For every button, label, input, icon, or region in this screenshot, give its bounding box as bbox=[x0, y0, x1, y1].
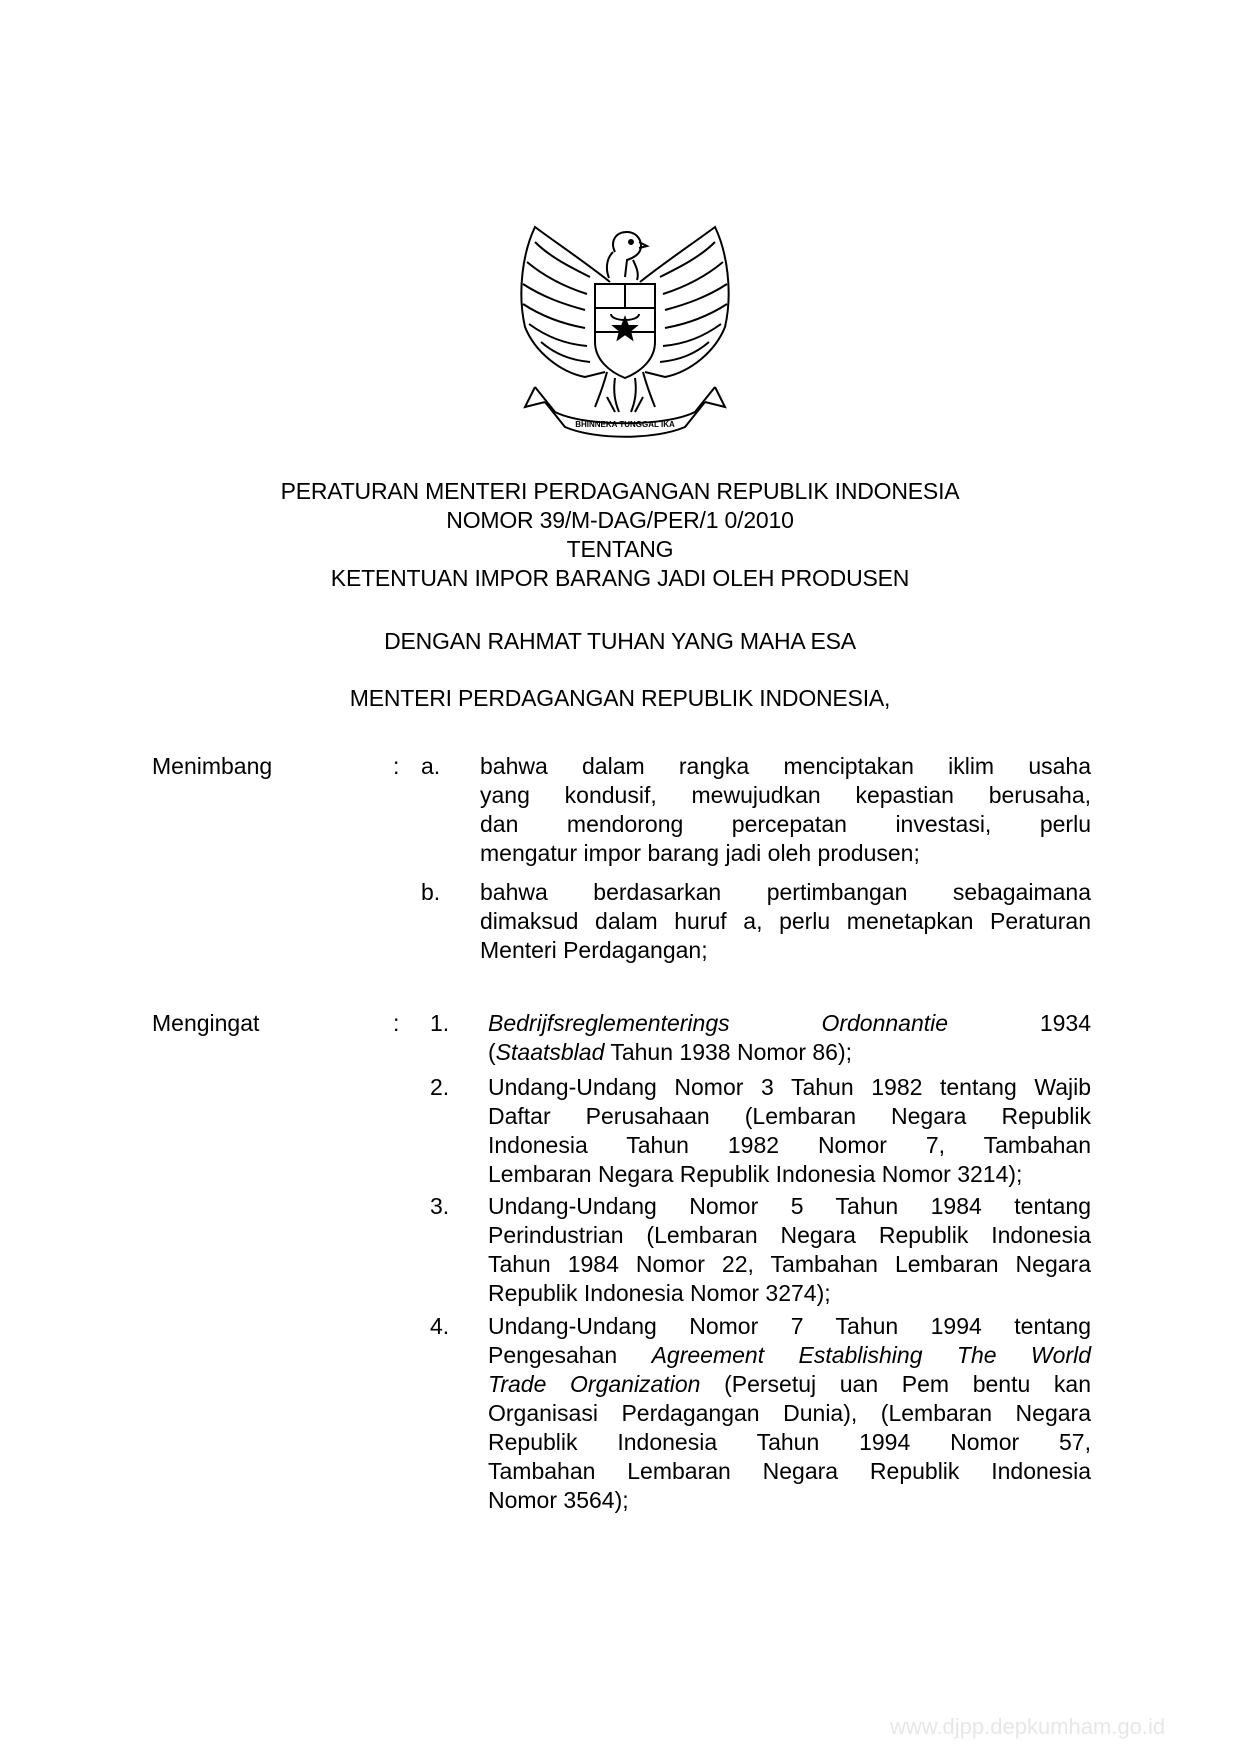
menimbang-a-line: yang kondusif, mewujudkan kepastian berusaha, bbox=[480, 782, 1091, 808]
mengingat-4-line: Nomor 3564); bbox=[488, 1487, 629, 1513]
mengingat-2-line: Daftar Perusahaan (Lembaran Negara Republik bbox=[488, 1103, 1091, 1129]
invocation: DENGAN RAHMAT TUHAN YANG MAHA ESA bbox=[384, 628, 856, 654]
mengingat-1-line-1 bbox=[488, 1009, 1091, 1038]
mengingat-2-line: Undang-Undang Nomor 3 Tahun 1982 tentang Wajib bbox=[488, 1074, 1091, 1100]
mengingat-label: Mengingat bbox=[152, 1010, 260, 1036]
menimbang-marker-b: b. bbox=[421, 879, 441, 905]
ordinance-name-b: Ordonnantie bbox=[821, 1010, 949, 1036]
pengesahan-word: Pengesahan bbox=[488, 1342, 652, 1368]
staatsblad-term: Staatsblad bbox=[495, 1039, 605, 1065]
mengingat-marker-1: 1. bbox=[430, 1010, 450, 1036]
agreement-title-b: Trade Organization bbox=[488, 1371, 701, 1397]
title-number: NOMOR 39/M-DAG/PER/1 0/2010 bbox=[446, 507, 794, 533]
authority-line: MENTERI PERDAGANGAN REPUBLIK INDONESIA, bbox=[349, 685, 891, 711]
menimbang-a-line: dan mendorong percepatan investasi, perlu bbox=[480, 811, 1091, 837]
motto-text: BHINNEKA TUNGGAL IKA bbox=[575, 420, 675, 429]
mengingat-item-3 bbox=[488, 1192, 1091, 1308]
watermark: www.djpp.depkumham.go.id bbox=[890, 1714, 1166, 1739]
mengingat-1-line-2 bbox=[488, 1038, 1091, 1067]
agreement-title-a: Agreement Establishing The World bbox=[651, 1342, 1091, 1368]
mengingat-4-line: Undang-Undang Nomor 7 Tahun 1994 tentang bbox=[488, 1313, 1091, 1339]
menimbang-b-line: Menteri Perdagangan; bbox=[480, 937, 708, 963]
staatsblad-rest: Tahun 1938 Nomor 86); bbox=[604, 1039, 852, 1065]
mengingat-4-line-3 bbox=[488, 1370, 1091, 1399]
title-tentang: TENTANG bbox=[566, 536, 674, 562]
regulation-title bbox=[150, 477, 1090, 593]
mengingat-item-4 bbox=[488, 1312, 1091, 1515]
mengingat-2-line: Indonesia Tahun 1982 Nomor 7, Tambahan bbox=[488, 1132, 1091, 1158]
mengingat-4-line: Republik Indonesia Tahun 1994 Nomor 57, bbox=[488, 1429, 1091, 1455]
mengingat-3-line: Perindustrian (Lembaran Negara Republik Indonesia bbox=[488, 1222, 1091, 1248]
title-subject: KETENTUAN IMPOR BARANG JADI OLEH PRODUSEN bbox=[330, 565, 910, 591]
menimbang-item-b bbox=[480, 878, 1091, 965]
mengingat-4-line: Organisasi Perdagangan Dunia), (Lembaran Negara bbox=[488, 1400, 1091, 1426]
menimbang-colon: : bbox=[393, 753, 400, 779]
mengingat-colon: : bbox=[393, 1010, 400, 1036]
mengingat-4-line-2 bbox=[488, 1341, 1091, 1370]
menimbang-marker-a: a. bbox=[421, 753, 441, 779]
mengingat-4-line: Tambahan Lembaran Negara Republik Indonesia bbox=[488, 1458, 1091, 1484]
menimbang-b-line: dimaksud dalam huruf a, perlu menetapkan Peraturan bbox=[480, 908, 1091, 934]
mengingat-item-1 bbox=[488, 1009, 1091, 1067]
mengingat-3-line: Tahun 1984 Nomor 22, Tambahan Lembaran Negara bbox=[488, 1251, 1091, 1277]
garuda-pancasila-emblem bbox=[515, 222, 735, 454]
paren-open: ( bbox=[488, 1039, 496, 1065]
mengingat-2-line: Lembaran Negara Republik Indonesia Nomor 3214); bbox=[488, 1161, 1023, 1187]
mengingat-marker-4: 4. bbox=[430, 1313, 450, 1339]
ordinance-name-a: Bedrijfsreglementerings bbox=[488, 1010, 730, 1036]
mengingat-marker-3: 3. bbox=[430, 1193, 450, 1219]
mengingat-3-line: Undang-Undang Nomor 5 Tahun 1984 tentang bbox=[488, 1193, 1091, 1219]
agreement-translation: (Persetuj uan Pem bentu kan bbox=[700, 1371, 1091, 1397]
mengingat-item-2 bbox=[488, 1073, 1091, 1189]
ordinance-year: 1934 bbox=[1039, 1010, 1092, 1036]
mengingat-marker-2: 2. bbox=[430, 1074, 450, 1100]
menimbang-label: Menimbang bbox=[152, 753, 273, 779]
title-line-1: PERATURAN MENTERI PERDAGANGAN REPUBLIK INDONESIA bbox=[280, 478, 960, 504]
mengingat-3-line: Republik Indonesia Nomor 3274); bbox=[488, 1280, 831, 1306]
menimbang-a-line: mengatur impor barang jadi oleh produsen; bbox=[480, 840, 920, 866]
menimbang-a-line: bahwa dalam rangka menciptakan iklim usaha bbox=[480, 753, 1091, 779]
menimbang-item-a bbox=[480, 752, 1091, 868]
menimbang-b-line: bahwa berdasarkan pertimbangan sebagaimana bbox=[480, 879, 1091, 905]
